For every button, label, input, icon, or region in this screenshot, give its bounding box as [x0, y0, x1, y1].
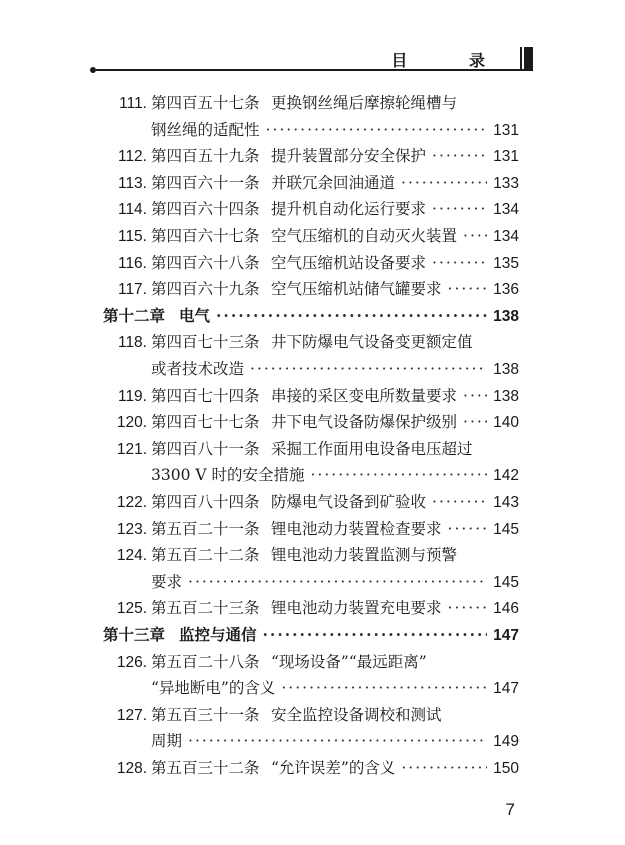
entry-number: 114. — [117, 201, 147, 219]
page-ref: 138 — [493, 360, 519, 378]
entry-first-line — [107, 383, 519, 410]
entry-number: 123. — [116, 520, 147, 538]
article-number: 第五百二十二条 — [151, 546, 260, 565]
leader-dots — [448, 516, 487, 542]
article-number: 第四百八十四条 — [151, 493, 260, 511]
entry-title: 空气压缩机站储气罐要求 — [271, 280, 442, 299]
leader-dots — [263, 622, 487, 648]
entry-title: 井下防爆电气设备变更额定值 — [271, 333, 473, 352]
article-number: 第四百六十七条 — [151, 227, 260, 245]
page-ref: 135 — [493, 254, 519, 272]
chapter-title: 监控与通信 — [179, 625, 257, 644]
leader-dots — [448, 595, 487, 621]
article-number: 第四百七十七条 — [151, 413, 260, 432]
leader-dots — [432, 250, 487, 276]
page-ref: 134 — [493, 228, 519, 245]
toc-entry — [0, 90, 625, 143]
entry-number: 116. — [117, 254, 147, 272]
entry-first-line — [107, 755, 519, 782]
entry-title-continued: 3300 V 时的安全措施 — [151, 466, 305, 485]
article-number: 第四百六十一条 — [151, 173, 260, 192]
page-ref: 146 — [493, 600, 519, 618]
leader-dots — [432, 143, 487, 169]
entry-title: 空气压缩机站设备要求 — [271, 253, 427, 272]
article-number: 第四百七十四条 — [151, 386, 260, 405]
leader-dots — [266, 117, 487, 143]
chapter-line — [103, 622, 519, 649]
toc-entry — [0, 649, 625, 702]
chapter-label: 第十二章 — [103, 305, 166, 325]
leader-dots — [311, 462, 488, 488]
entry-continuation-line — [151, 569, 519, 596]
page-ref: 131 — [493, 148, 519, 166]
page-ref: 138 — [493, 387, 519, 405]
entry-number: 124. — [116, 547, 147, 565]
entry-continuation-line — [151, 117, 519, 144]
toc-entry — [0, 329, 625, 382]
entry-first-line — [107, 436, 519, 463]
entry-first-line — [107, 90, 519, 117]
entry-title: 采掘工作面用电设备电压超过 — [271, 439, 473, 458]
page-ref: 136 — [493, 281, 519, 299]
leader-dots — [463, 409, 487, 435]
entry-first-line — [107, 196, 519, 223]
entry-title: 串接的采区变电所数量要求 — [271, 386, 458, 405]
page-ref: 147 — [493, 680, 519, 698]
entry-title: 锂电池动力装置充电要求 — [271, 599, 442, 618]
page-ref: 149 — [493, 733, 519, 751]
article-number: 第四百五十九条 — [151, 147, 260, 166]
entry-title-continued: 或者技术改造 — [151, 359, 245, 378]
entry-number: 118. — [117, 334, 147, 352]
leader-dots — [188, 569, 487, 595]
entry-title-continued: 钢丝绳的适配性 — [151, 120, 260, 139]
toc-entry — [0, 542, 625, 595]
entry-first-line — [107, 170, 519, 197]
leader-dots — [250, 356, 487, 382]
page-ref: 142 — [493, 467, 519, 485]
page-ref: 133 — [493, 174, 519, 192]
article-number: 第五百三十二条 — [151, 759, 260, 777]
page-ref: 140 — [493, 414, 519, 432]
toc-entry — [0, 223, 625, 250]
entry-number: 115. — [117, 228, 147, 245]
entry-continuation-line — [151, 675, 519, 702]
page-number: 7 — [505, 800, 515, 819]
entry-continuation-line — [151, 356, 519, 383]
article-number: 第五百三十一条 — [151, 705, 260, 724]
page-header — [0, 0, 625, 80]
entry-number: 113. — [117, 174, 147, 192]
page-ref: 150 — [493, 760, 519, 777]
article-number: 第四百七十三条 — [151, 333, 260, 352]
entry-first-line — [107, 702, 519, 729]
entry-title: “允许误差”的含义 — [271, 759, 396, 777]
toc-entry — [0, 409, 625, 436]
header-title: 目 录 — [391, 51, 513, 70]
page-ref: 145 — [493, 573, 519, 591]
chapter-entry — [0, 303, 625, 330]
entry-first-line — [107, 516, 519, 543]
article-number: 第四百八十一条 — [151, 439, 260, 458]
entry-number: 125. — [116, 600, 147, 618]
toc-entry — [0, 489, 625, 516]
leader-dots — [432, 489, 487, 515]
entry-number: 120. — [116, 414, 147, 432]
toc-entry — [0, 516, 625, 543]
page-ref: 147 — [493, 627, 519, 644]
toc-entry — [0, 436, 625, 489]
leader-dots — [216, 303, 487, 329]
entry-title: 锂电池动力装置检查要求 — [271, 519, 442, 538]
entry-first-line — [107, 595, 519, 622]
toc-entry — [0, 755, 625, 782]
leader-dots — [281, 675, 487, 701]
entry-title-continued: 要求 — [151, 572, 183, 591]
entry-first-line — [107, 276, 519, 303]
entry-title-continued: “异地断电”的含义 — [151, 679, 276, 698]
entry-number: 127. — [116, 706, 147, 724]
entry-title: 提升装置部分安全保护 — [271, 147, 427, 166]
toc-entry — [0, 383, 625, 410]
entry-first-line — [107, 329, 519, 356]
leader-dots — [432, 196, 487, 222]
article-number: 第四百六十九条 — [151, 280, 260, 299]
entry-number: 128. — [116, 760, 147, 777]
entry-number: 121. — [116, 440, 147, 458]
leader-dots — [463, 223, 487, 249]
chapter-entry — [0, 622, 625, 649]
page-ref: 145 — [493, 520, 519, 538]
article-number: 第五百二十一条 — [151, 519, 260, 538]
article-number: 第四百六十八条 — [151, 253, 260, 272]
toc-entry — [0, 276, 625, 303]
leader-dots — [188, 728, 487, 754]
leader-dots — [401, 170, 487, 196]
chapter-title: 电气 — [179, 305, 211, 325]
article-number: 第五百二十八条 — [151, 652, 260, 671]
entry-title-continued: 周期 — [151, 732, 183, 751]
entry-title: 锂电池动力装置监测与预警 — [271, 546, 458, 565]
entry-title: 防爆电气设备到矿验收 — [271, 493, 427, 511]
entry-first-line — [107, 250, 519, 277]
entry-number: 111. — [119, 95, 147, 112]
leader-dots — [448, 276, 487, 302]
entry-title: “现场设备”“最远距离” — [271, 652, 427, 671]
toc-entry — [0, 196, 625, 223]
entry-continuation-line — [151, 462, 519, 489]
entry-number: 119. — [117, 387, 147, 405]
article-number: 第四百五十七条 — [151, 94, 260, 112]
entry-number: 117. — [117, 281, 147, 299]
entry-title: 井下电气设备防爆保护级别 — [271, 413, 458, 432]
entry-first-line — [107, 409, 519, 436]
toc-entry — [0, 170, 625, 197]
leader-dots — [463, 383, 487, 409]
entry-first-line — [107, 223, 519, 250]
toc-entry — [0, 702, 625, 755]
page-ref: 138 — [493, 307, 519, 325]
entry-title: 空气压缩机的自动灭火装置 — [271, 227, 458, 245]
entry-title: 更换钢丝绳后摩擦轮绳槽与 — [271, 94, 458, 112]
article-number: 第四百六十四条 — [151, 200, 260, 219]
entry-title: 提升机自动化运行要求 — [271, 200, 427, 219]
page-ref: 131 — [493, 121, 519, 139]
article-number: 第五百二十三条 — [151, 599, 260, 618]
header-bar — [524, 47, 533, 71]
toc-entry — [0, 250, 625, 277]
entry-number: 126. — [116, 653, 147, 671]
chapter-line — [103, 303, 519, 330]
entry-first-line — [107, 649, 519, 676]
entry-title: 安全监控设备调校和测试 — [271, 705, 442, 724]
entry-first-line — [107, 542, 519, 569]
entry-continuation-line — [151, 728, 519, 755]
page-ref: 143 — [493, 494, 519, 511]
toc-entry — [0, 143, 625, 170]
toc-entry — [0, 595, 625, 622]
entry-first-line — [107, 143, 519, 170]
entry-number: 122. — [116, 494, 147, 511]
entry-title: 并联冗余回油通道 — [271, 173, 396, 192]
chapter-label: 第十三章 — [103, 625, 166, 644]
page-ref: 134 — [493, 201, 519, 219]
entry-number: 112. — [117, 148, 147, 166]
leader-dots — [401, 755, 487, 781]
entry-first-line — [107, 489, 519, 516]
